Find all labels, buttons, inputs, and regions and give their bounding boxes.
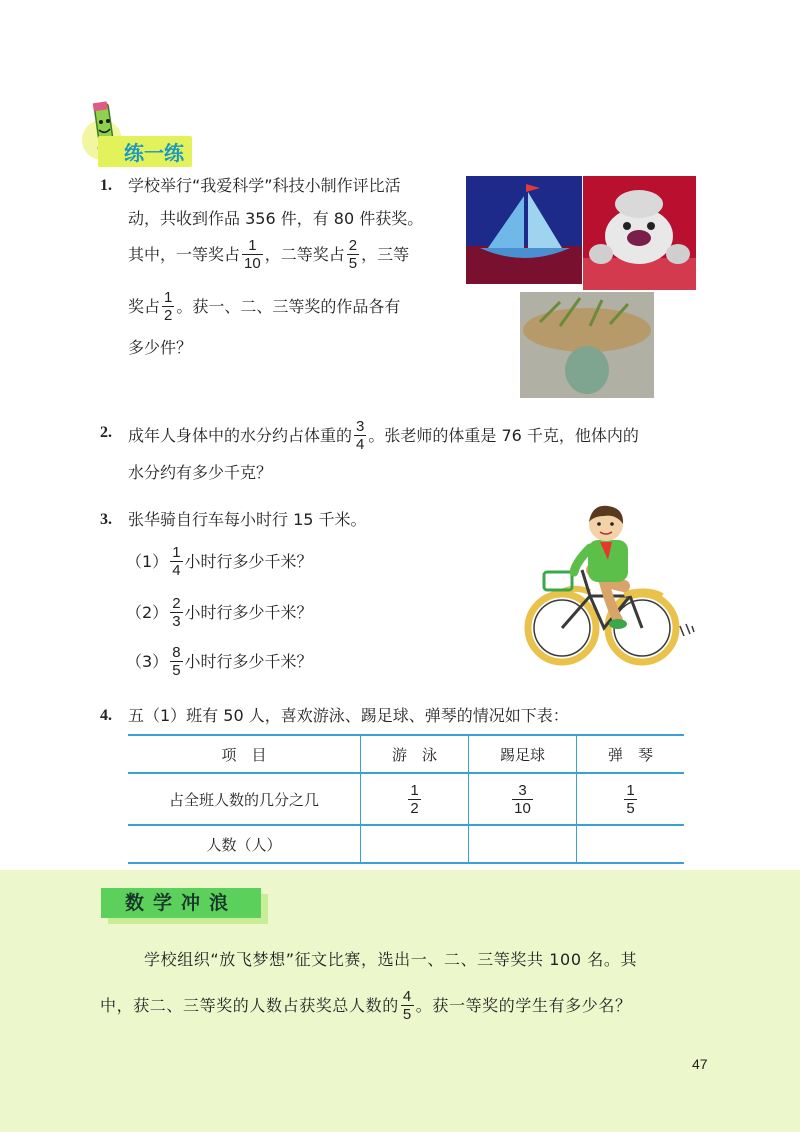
sailboat-model-photo: [466, 176, 582, 284]
table-cell-empty: [577, 825, 685, 863]
problem-number: 4.: [100, 707, 112, 724]
problem-number: 2.: [100, 424, 112, 441]
table-row: [128, 825, 684, 863]
math-surfing-title: 数学冲浪: [101, 888, 261, 918]
problem-text-line: 学校举行“我爱科学”科技小制作评比活: [128, 176, 401, 195]
fraction: $\frac{1}{2}$: [410, 781, 419, 817]
fraction: $\frac{3}{4}$: [356, 418, 365, 453]
problem-number: 3.: [100, 511, 112, 528]
table-cell-empty: [469, 825, 577, 863]
problem-text-line: 多少件？: [128, 338, 193, 357]
fraction: $\frac{2}{3}$: [172, 595, 181, 630]
fraction: $\frac{1}{2}$: [164, 289, 173, 324]
table-header-row: [128, 735, 684, 773]
sub-question: （1） $\frac{1}{4}$ 小时行多少千米？: [126, 544, 313, 579]
table-row-label: 人数（人）: [128, 825, 361, 863]
fraction: $\frac{1}{10}$: [244, 237, 261, 272]
page-number: 47: [692, 1056, 708, 1072]
boy-riding-bicycle-illustration: [520, 500, 698, 666]
preference-table: [128, 734, 684, 864]
fraction: $\frac{2}{5}$: [348, 237, 358, 272]
table-cell-empty: [361, 825, 469, 863]
problem-number: 1.: [100, 177, 112, 194]
wave-problem-line: 中，获二、三等奖的人数占获奖总人数的 $\frac{4}{5}$ 。获一等奖的学生有多少名？: [100, 988, 632, 1023]
table-header-cell: 游 泳: [361, 735, 469, 773]
table-header-cell: 项 目: [128, 735, 361, 773]
table-cell: [361, 773, 469, 825]
table-cell: [577, 773, 685, 825]
practice-title: 练一练: [98, 136, 192, 167]
problem-text-line: 奖占 $\frac{1}{2}$ 。获一、二、三等奖的作品各有: [128, 289, 401, 324]
problem-text-line: 其中，一等奖占 $\frac{1}{10}$ ，二等奖占 $\frac{2}{5}$ ，三等: [128, 237, 410, 272]
fraction: $\frac{3}{10}$: [514, 781, 531, 817]
fraction: $\frac{1}{5}$: [626, 781, 635, 817]
practice-header: [80, 100, 210, 168]
table-cell: [469, 773, 577, 825]
robot-model-photo: [583, 176, 696, 290]
problem-text-line: 张华骑自行车每小时行 15 千米。: [128, 510, 367, 529]
table-row: [128, 773, 684, 825]
wave-problem-line: 学校组织“放飞梦想”征文比赛，选出一、二、三等奖共 100 名。其: [144, 950, 638, 969]
table-row-label: 占全班人数的几分之几: [128, 773, 361, 825]
sub-question: （2） $\frac{2}{3}$ 小时行多少千米？: [126, 595, 313, 630]
sub-question: （3） $\frac{8}{5}$ 小时行多少千米？: [126, 644, 313, 679]
fraction: $\frac{8}{5}$: [172, 644, 181, 679]
fraction: $\frac{1}{4}$: [172, 544, 181, 579]
table-header-cell: 踢足球: [469, 735, 577, 773]
fraction: $\frac{4}{5}$: [402, 988, 412, 1023]
bottle-plant-photo: [520, 292, 654, 398]
table-header-cell: 弹 琴: [577, 735, 685, 773]
problem-text-line: 成年人身体中的水分约占体重的 $\frac{3}{4}$ 。张老师的体重是 76 千克，他体内的: [128, 418, 639, 453]
problem-text-line: 水分约有多少千克？: [128, 463, 273, 482]
problem-text-line: 五（1）班有 50 人，喜欢游泳、踢足球、弹琴的情况如下表：: [128, 706, 569, 725]
problem-text-line: 动，共收到作品 356 件，有 80 件获奖。: [128, 209, 424, 228]
